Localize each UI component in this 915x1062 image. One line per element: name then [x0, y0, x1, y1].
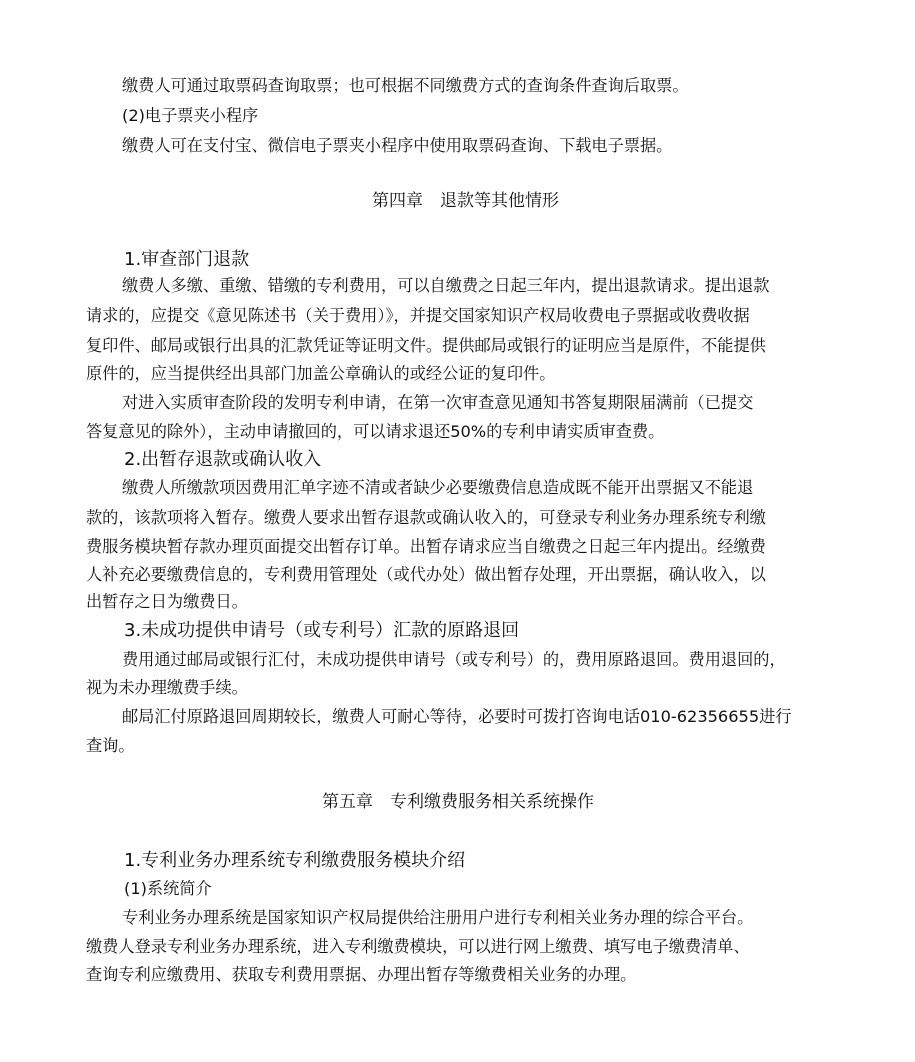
section-3-heading: 3.未成功提供申请号（或专利号）汇款的原路退回 — [124, 620, 520, 641]
paragraph-line: 款的，该款项将入暂存。缴费人要求出暂存退款或确认收入的，可登录专利业务办理系统专利缴 — [86, 508, 766, 527]
paragraph-line: 人补充必要缴费信息的，专利费用管理处（或代办处）做出暂存处理，开出票据，确认收入，以 — [86, 565, 766, 584]
chapter-4-title: 第四章 退款等其他情形 — [372, 191, 559, 211]
paragraph-line: 复印件、邮局或银行出具的汇款凭证等证明文件。提供邮局或银行的证明应当是原件，不能提供 — [86, 336, 766, 355]
paragraph-line: 原件的，应当提供经出具部门加盖公章确认的或经公证的复印件。 — [86, 364, 556, 383]
paragraph-line: 请求的，应提交《意见陈述书（关于费用）》，并提交国家知识产权局收费电子票据或收费收据 — [86, 306, 750, 325]
intro-line-1: 缴费人可通过取票码查询取票；也可根据不同缴费方式的查询条件查询后取票。 — [122, 76, 689, 95]
paragraph-line: 对进入实质审查阶段的发明专利申请，在第一次审查意见通知书答复期限届满前（已提交 — [122, 393, 754, 412]
paragraph-line: 视为未办理缴费手续。 — [86, 678, 248, 697]
section-1-heading: 1.审查部门退款 — [124, 249, 250, 270]
paragraph-line: 缴费人登录专利业务办理系统，进入专利缴费模块，可以进行网上缴费、填写电子缴费清单、 — [86, 937, 750, 956]
paragraph-line: 邮局汇付原路退回周期较长，缴费人可耐心等待，必要时可拨打咨询电话010-62356655进行 — [122, 707, 792, 726]
chapter-5-section-1-heading: 1.专利业务办理系统专利缴费服务模块介绍 — [124, 850, 466, 871]
section-2-heading: 2.出暂存退款或确认收入 — [124, 449, 322, 470]
paragraph-line: 查询专利应缴费用、获取专利费用票据、办理出暂存等缴费相关业务的办理。 — [86, 965, 637, 984]
paragraph-line: 出暂存之日为缴费日。 — [86, 592, 248, 611]
paragraph-line: 费服务模块暂存款办理页面提交出暂存订单。出暂存请求应当自缴费之日起三年内提出。经缴费 — [86, 537, 766, 556]
paragraph-line: 缴费人所缴款项因费用汇单字迹不清或者缺少必要缴费信息造成既不能开出票据又不能退 — [122, 478, 754, 497]
paragraph-line: 缴费人多缴、重缴、错缴的专利费用，可以自缴费之日起三年内，提出退款请求。提出退款 — [122, 276, 770, 295]
paragraph-line: 查询。 — [86, 736, 135, 755]
intro-line-2: 缴费人可在支付宝、微信电子票夹小程序中使用取票码查询、下载电子票据。 — [122, 136, 673, 155]
paragraph-line: 费用通过邮局或银行汇付，未成功提供申请号（或专利号）的，费用原路退回。费用退回的， — [122, 650, 786, 669]
intro-sub-heading: (2)电子票夹小程序 — [122, 106, 259, 125]
paragraph-line: 答复意见的除外），主动申请撤回的，可以请求退还50%的专利申请实质审查费。 — [86, 422, 665, 441]
chapter-5-title: 第五章 专利缴费服务相关系统操作 — [322, 792, 594, 812]
paragraph-line: 专利业务办理系统是国家知识产权局提供给注册用户进行专利相关业务办理的综合平台。 — [122, 908, 754, 927]
chapter-5-sub-heading: (1)系统简介 — [124, 879, 212, 898]
